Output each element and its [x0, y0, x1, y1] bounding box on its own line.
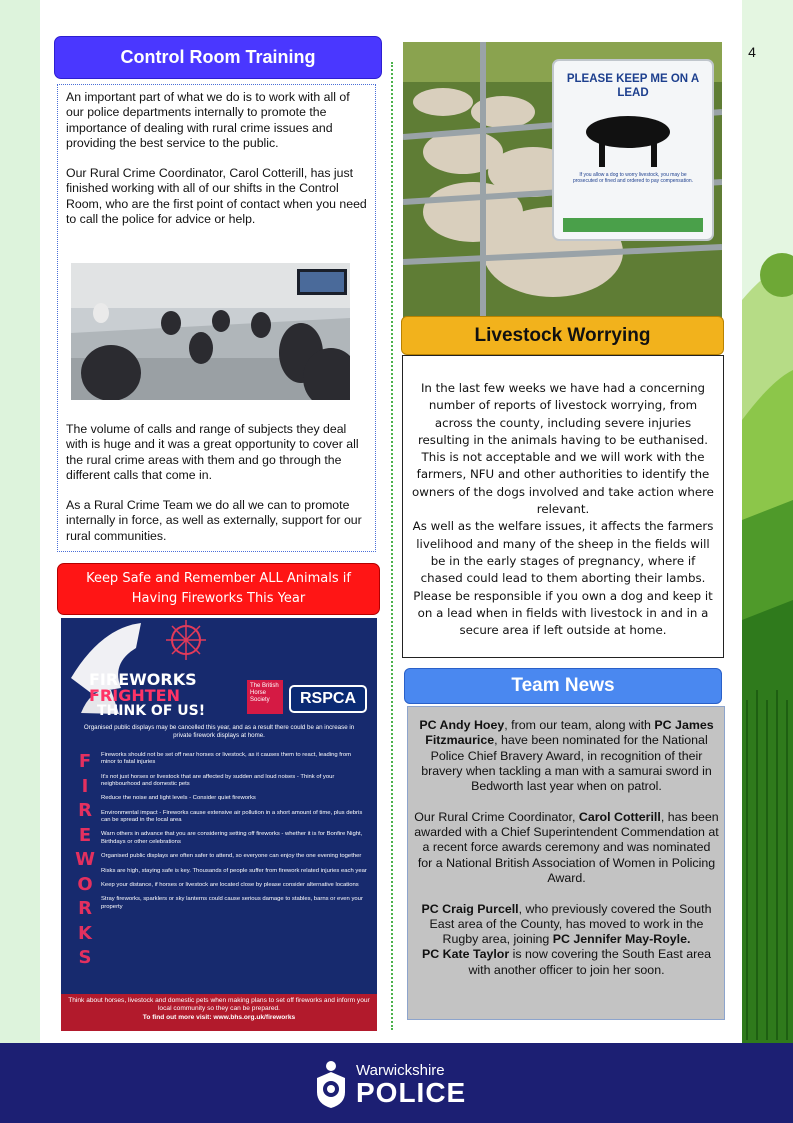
team-news-text-span: , who previously covered the South East area of the County, has moved to work in the Rugby area, joining: [429, 901, 712, 947]
poster-heading-think: THINK OF US!: [97, 703, 206, 719]
control-room-para-4: As a Rural Crime Team we do all we can to promote internally in force, as well as externally, support for our rural communities.: [66, 498, 362, 543]
poster-intro: Organised public displays may be cancelled this year, and as a result there could be an increase in private firework displays at home.: [83, 724, 355, 739]
team-news-text: [414, 718, 719, 978]
poster-tip: Risks are high, staying safe is key. Thousands of people suffer from firework related injuries each year: [101, 867, 367, 874]
lead-sign-small-print: If you allow a dog to worry livestock, you may be prosecuted or fined and ordered to pay compensation.: [572, 172, 694, 184]
name-carol-cotterill: Carol Cotterill: [578, 809, 661, 824]
page-number: 4: [748, 44, 756, 60]
poster-tip: Warn others in advance that you are considering setting off fireworks - whether it is for Bonfire Night, Birthdays or other celebrations: [101, 831, 363, 845]
poster-footer-link: To find out more visit: www.bhs.org.uk/fireworks: [142, 1013, 296, 1021]
poster-letter: F: [78, 751, 92, 772]
poster-tip: Organised public displays are often safer to attend, so everyone can enjoy the one evening together: [101, 853, 362, 860]
poster-footer: [61, 994, 377, 1031]
name-jennifer-may-royle: PC Jennifer May-Royle.: [552, 932, 691, 947]
team-news-item-4: [414, 947, 719, 978]
control-room-para-2: Our Rural Crime Coordinator, Carol Cotterill, has just finished working with all of our shifts in the Control Room, who are the first point of contact when you need to call the police for advice or help.: [66, 166, 367, 227]
team-news-text-span: , have been nominated for the National Police Chief Bravery Award, in recognition of their bravery when tackling a man with a samurai sword in Bedworth last year when on patrol.: [421, 733, 712, 794]
role-rural-crime-coordinator: Rural Crime Coordinator: [438, 809, 572, 824]
poster-letter: R: [78, 898, 92, 919]
poster-letter: W: [75, 849, 95, 870]
sheep-photo: [403, 42, 722, 320]
footer-brand-main: POLICE: [356, 1077, 467, 1108]
lead-sign-heading: PLEASE KEEP ME ON A LEAD: [566, 73, 700, 99]
fireworks-poster: [61, 618, 377, 1031]
left-background-strip: [0, 0, 40, 1045]
poster-tips-list: [101, 752, 367, 918]
control-room-photo: [71, 263, 350, 400]
team-news-item-3: [414, 902, 719, 948]
livestock-para-2: This is not acceptable and we will work with the farmers, NFU and other authorities to identify the owners of the dogs involved and take action where relevant.: [412, 450, 714, 517]
poster-letter: E: [78, 824, 92, 846]
poster-tip: Environmental impact - Fireworks cause extensive air pollution in a short amount of time, plus debris can be spread in the local area: [101, 809, 363, 824]
name-kate-taylor: PC Kate Taylor: [421, 947, 510, 962]
control-room-para-3: The volume of calls and range of subjects they deal with is huge and it was a great opportunity to cover all the rural crime areas with them and go through the different calls that come in.: [66, 422, 359, 482]
rspca-logo: RSPCA: [289, 685, 367, 713]
poster-letter: O: [77, 873, 93, 895]
name-craig-purcell: PC Craig Purcell: [421, 901, 519, 916]
team-news-text-span: , from our team, along with: [504, 718, 655, 732]
control-room-para-1: An important part of what we do is to work with all of our police departments internally to promote the importance of dealing with rural crime issues and providing the best service to the public.: [66, 90, 350, 150]
team-news-text-span: , has been awarded with a Chief Superintendent Commendation at a recent force awards ceremony and was nominated for a National British Association of Women in Policing Award.: [414, 809, 719, 885]
team-news-item-1: [414, 718, 719, 794]
bhs-logo: The British Horse Society: [247, 680, 283, 714]
poster-tip: It's not just horses or livestock that are affected by sudden and loud noises - Think of your neighbourhood and domestic pets: [101, 773, 335, 787]
fireworks-title: Keep Safe and Remember ALL Animals if Having Fireworks This Year: [57, 563, 380, 615]
footer-brand: [356, 1063, 466, 1107]
poster-letter: R: [78, 800, 92, 821]
name-james-fitzmaurice: PC James Fitzmaurice: [425, 718, 714, 748]
livestock-para-4: Please be responsible if you own a dog and keep it on a lead when in fields with livestock in and in a secure area if left outside at home.: [413, 588, 713, 638]
column-divider: [391, 62, 393, 1030]
landscape-illustration: [742, 0, 793, 1045]
team-news-title: Team News: [404, 668, 722, 704]
poster-footer-text: Think about horses, livestock and domestic pets when making plans to set off fireworks and inform your local community so they can be prepared.: [68, 997, 370, 1013]
poster-tip: Keep your distance, if horses or livestock are located close by please consider alternative locations: [101, 881, 359, 888]
poster-heading-fireworks: FIREWORKS: [89, 670, 197, 689]
poster-tip: Fireworks should not be set off near horses or livestock, as it causes them to react, leading from minor to fatal injuries: [101, 752, 352, 766]
livestock-para-3: As well as the welfare issues, it affects the farmers livelihood and many of the sheep in the fields will be in the early stages of pregnancy, where if chased could lead to them aborting their lambs.: [412, 519, 714, 586]
poster-heading-frighten: FRIGHTEN: [89, 686, 180, 705]
livestock-text: [412, 380, 714, 639]
poster-tip: Reduce the noise and light levels - Consider quiet fireworks: [101, 795, 256, 802]
poster-tip: Stray fireworks, sparklers or sky lanterns could cause serious damage to stables, barns or even your property: [101, 896, 363, 910]
police-crest-icon: [312, 1058, 350, 1110]
right-background-strip: [742, 0, 793, 1045]
poster-vertical-word: [73, 750, 97, 971]
poster-letter: S: [78, 947, 92, 968]
team-news-item-2: [414, 810, 719, 886]
team-news-text-span: Our: [414, 809, 439, 824]
poster-letter: K: [78, 922, 92, 944]
control-room-title: Control Room Training: [54, 36, 382, 79]
footer-brand-sub: Warwickshire: [356, 1062, 445, 1079]
name-andy-hoey: PC Andy Hoey: [419, 718, 505, 732]
livestock-title: Livestock Worrying: [401, 316, 724, 355]
poster-letter: I: [81, 775, 89, 797]
team-news-text-span: ,: [572, 809, 579, 824]
control-room-text-bottom: [66, 422, 369, 559]
control-room-text-top: [66, 90, 369, 242]
livestock-para-1: In the last few weeks we have had a concerning number of reports of livestock worrying, from across the county, including severe injuries resulting in the animals having to be euthanised.: [417, 381, 709, 447]
team-news-text-span: is now covering the South East area with another officer to join her soon.: [468, 947, 712, 977]
